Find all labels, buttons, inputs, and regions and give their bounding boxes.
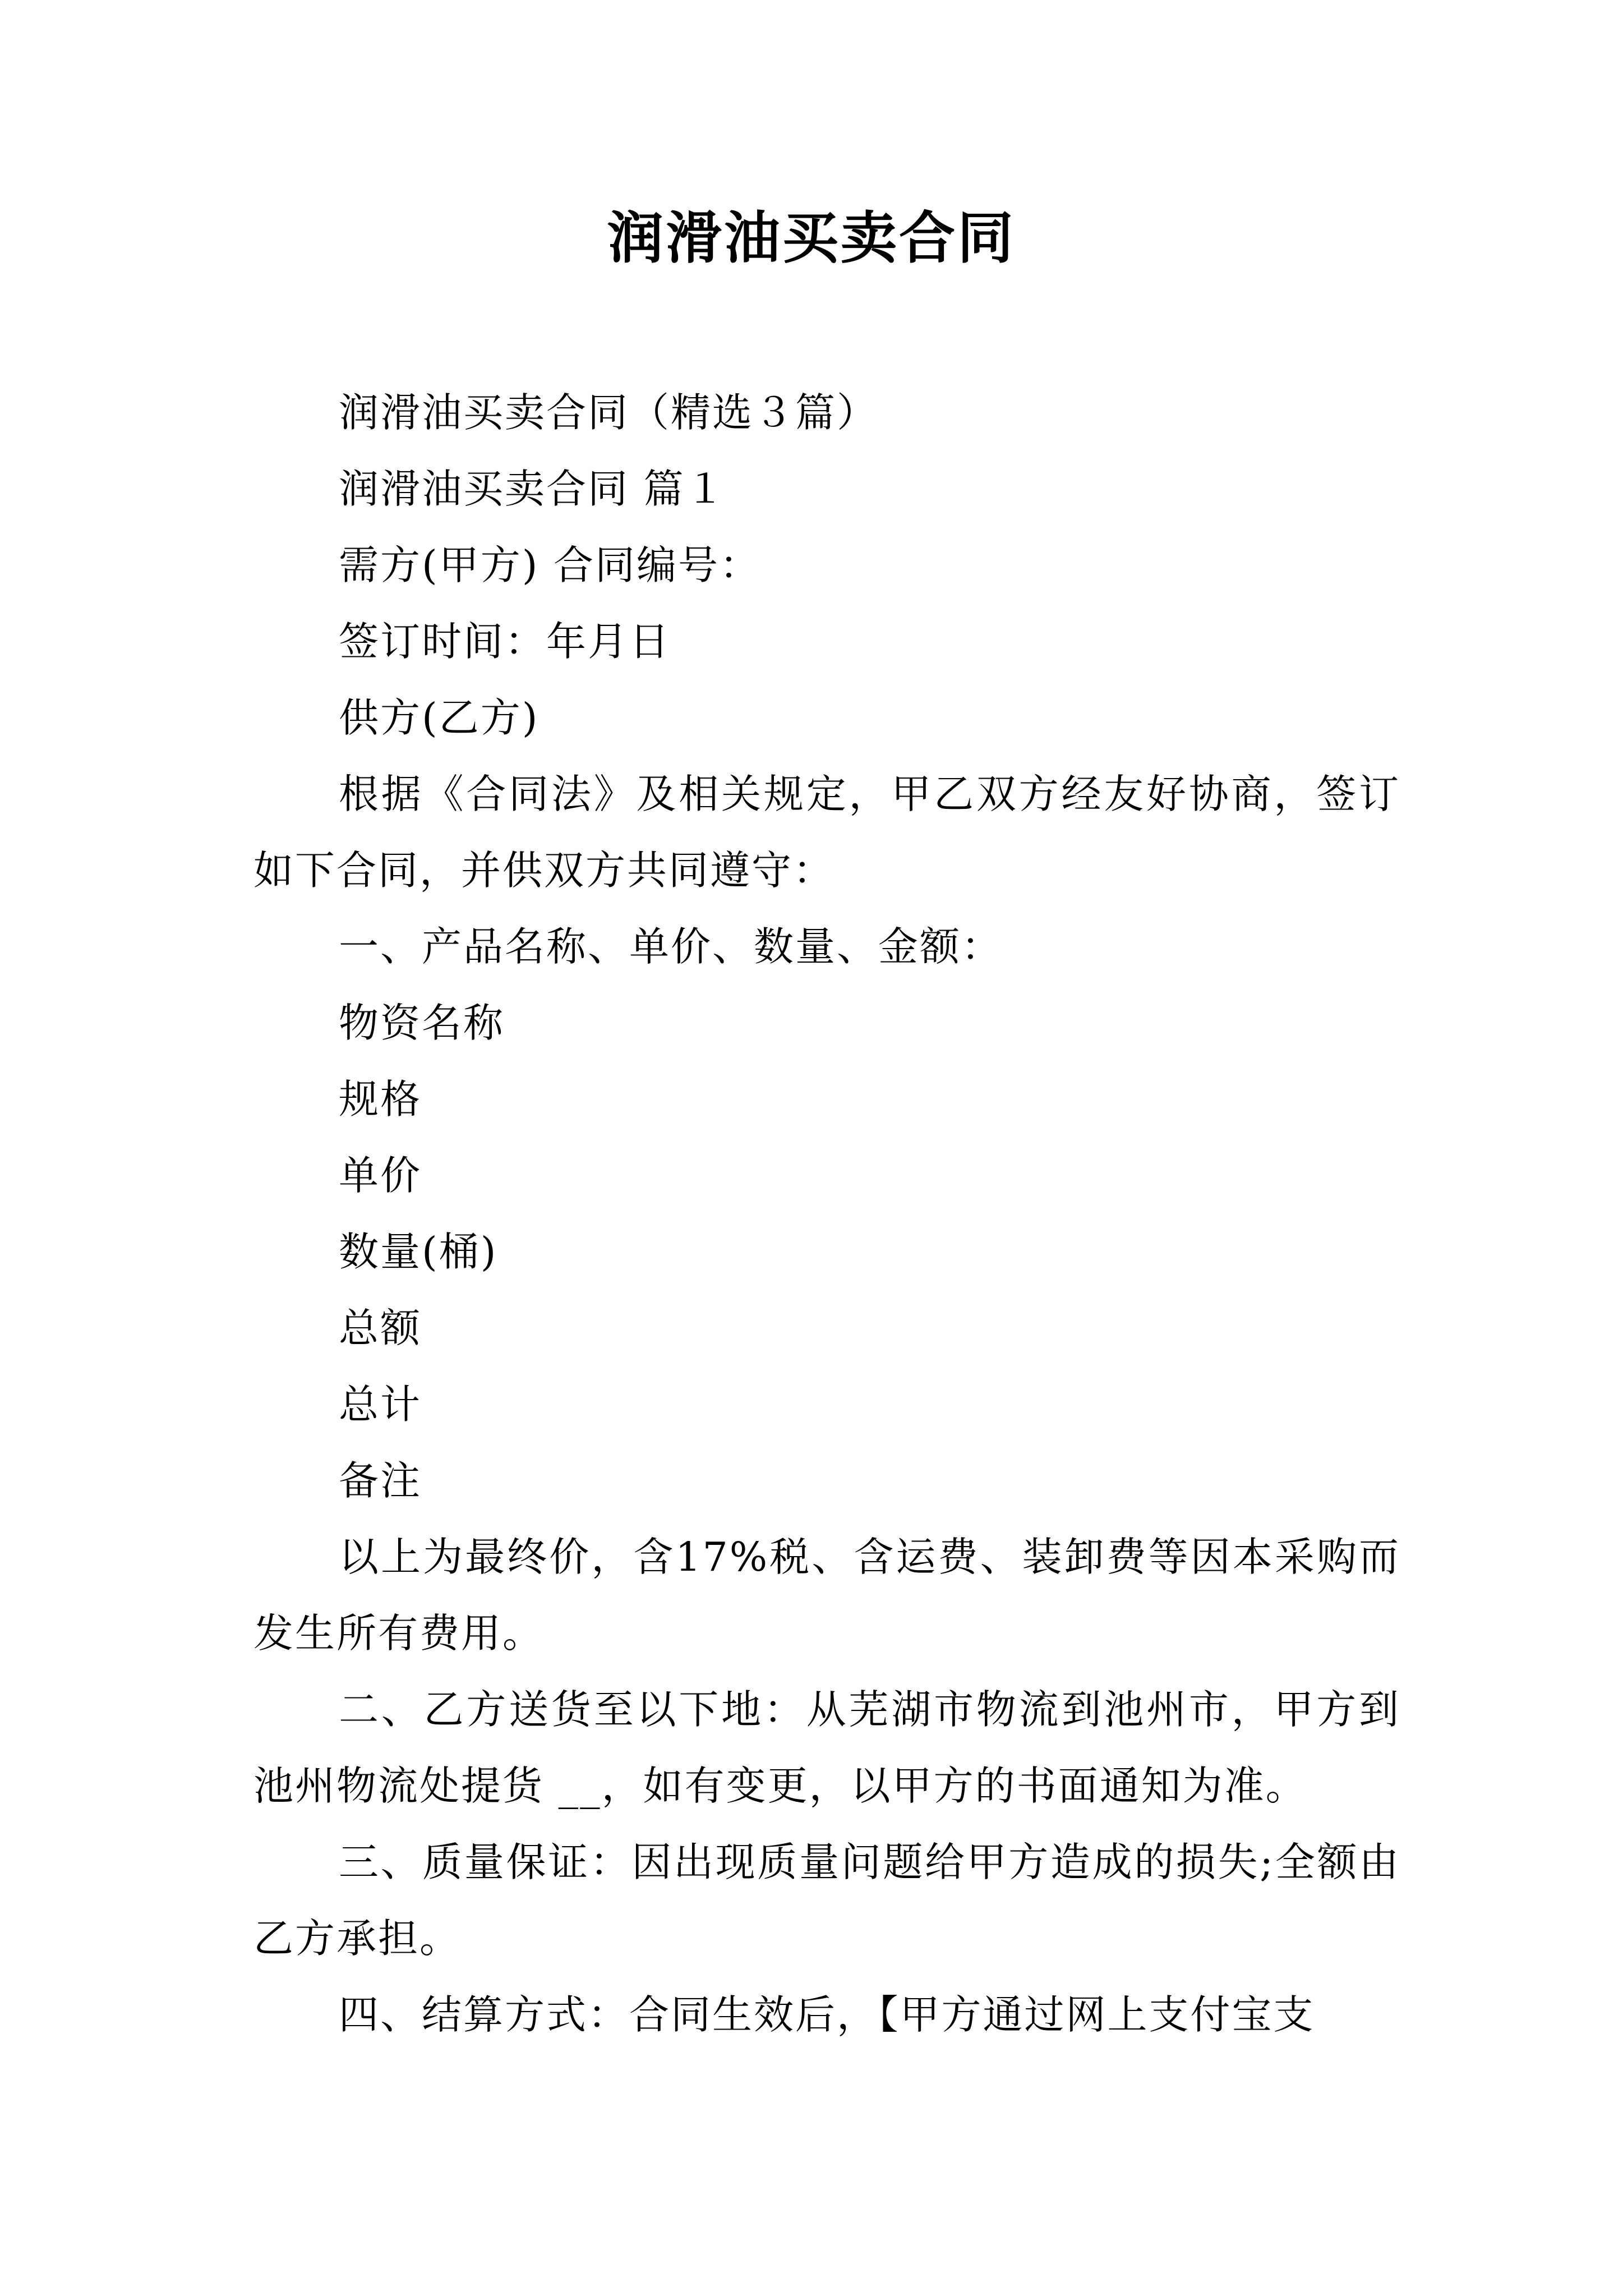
paragraph-sign-date: 签订时间：年月日 — [339, 618, 671, 665]
paragraph-price-note: 以上为最终价，含17%税、含运费、装卸费等因本采购而发生所有费用。 — [253, 1534, 1400, 1657]
paragraph-clause-3: 三、质量保证：因出现质量问题给甲方造成的损失;全额由乙方承担。 — [253, 1839, 1400, 1962]
paragraph-section-heading: 润滑油买卖合同 篇１ — [339, 466, 727, 512]
paragraph-item-total: 总计 — [339, 1381, 422, 1428]
paragraph-clause-1: 一、产品名称、单价、数量、金额： — [339, 923, 1003, 970]
paragraph-item-name: 物资名称 — [339, 1000, 505, 1046]
paragraph-item-spec: 规格 — [339, 1076, 422, 1122]
paragraph-item-amount: 总额 — [339, 1305, 422, 1351]
paragraph-subtitle: 润滑油买卖合同（精选３篇） — [339, 389, 879, 436]
paragraph-item-price: 单价 — [339, 1152, 422, 1199]
paragraph-buyer: 需方(甲方) 合同编号： — [339, 542, 761, 588]
paragraph-clause-2: 二、乙方送货至以下地：从芜湖市物流到池州市，甲方到池州物流处提货 __，如有变更，以甲方的书面通知为准。 — [253, 1686, 1400, 1809]
paragraph-item-quantity: 数量(桶) — [339, 1228, 498, 1275]
paragraph-item-remarks: 备注 — [339, 1457, 422, 1504]
document-body — [253, 375, 1400, 2053]
paragraph-preamble: 根据《合同法》及相关规定，甲乙双方经友好协商，签订如下合同，并供双方共同遵守： — [253, 771, 1400, 894]
paragraph-seller: 供方(乙方) — [339, 694, 540, 741]
paragraph-clause-4: 四、结算方式：合同生效后，【甲方通过网上支付宝支 — [339, 1991, 1315, 2038]
document-title: 润滑油买卖合同 — [607, 205, 1016, 271]
